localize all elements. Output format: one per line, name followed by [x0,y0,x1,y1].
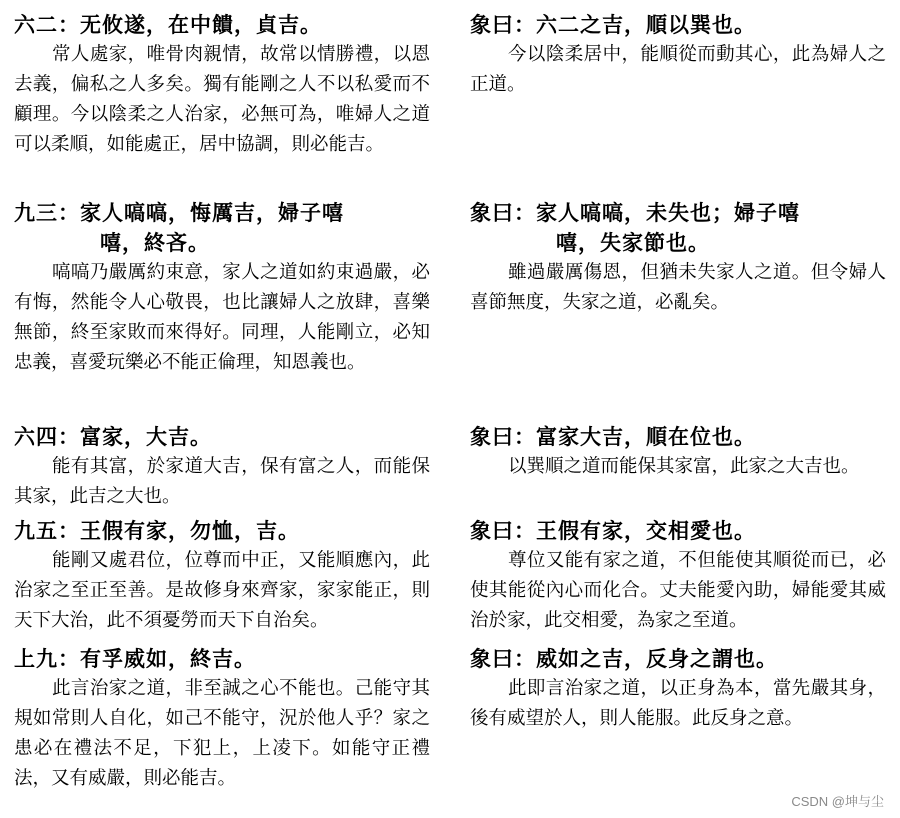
heading-continuation: 嘻，終吝。 [100,230,210,255]
line-heading [14,10,430,40]
xiang-heading [470,644,886,674]
section-xiang-shang-jiu [470,644,886,734]
xiang-heading [470,422,886,452]
xiang-heading [470,516,886,546]
commentary-text: 以巽順之道而能保其家富，此家之大吉也。 [508,456,860,477]
heading-text: 上九：有孚威如，終吉。 [14,646,256,671]
section-liu-si [14,422,430,512]
commentary-text: 能有其富，於家道大吉，保有富之人，而能保其家，此吉之大也。 [14,456,430,507]
xiang-heading [470,10,886,40]
heading-text: 象曰：富家大吉，順在位也。 [470,424,756,449]
section-xiang-jiu-san [470,198,886,318]
commentary-text: 嗃嗃乃嚴厲約束意，家人之道如約束過嚴，必有悔，然能令人心敬畏，也比讓婦人之放肆，喜樂無節，終至家敗而來得好。同理，人能剛立，必知忠義，喜愛玩樂必不能正倫理，知恩義也。 [14,262,430,373]
line-heading [14,422,430,452]
section-xiang-jiu-wu [470,516,886,636]
commentary-text: 雖過嚴厲傷恩，但猶未失家人之道。但令婦人喜節無度，失家之道，必亂矣。 [470,262,886,313]
commentary-text: 今以陰柔居中，能順從而動其心，此為婦人之正道。 [470,44,886,95]
heading-text: 九五：王假有家，勿恤，吉。 [14,518,300,543]
csdn-watermark: CSDN @坤与尘 [791,794,884,809]
heading-text: 象曰：王假有家，交相愛也。 [470,518,756,543]
section-liu-er [14,10,430,160]
heading-text: 六二：无攸遂，在中饋，貞吉。 [14,12,322,37]
line-heading [14,198,430,258]
heading-continuation: 嘻，失家節也。 [556,230,710,255]
line-heading [14,516,430,546]
section-jiu-san [14,198,430,378]
section-xiang-liu-si [470,422,886,482]
heading-text: 象曰：威如之吉，反身之謂也。 [470,646,778,671]
heading-text: 象曰：六二之吉，順以巽也。 [470,12,756,37]
section-xiang-liu-er [470,10,886,100]
commentary-text: 能剛又處君位，位尊而中正，又能順應內，此治家之至正至善。是故修身來齊家，家家能正，則天下大治，此不須憂勞而天下自治矣。 [14,550,430,631]
commentary-text: 此即言治家之道，以正身為本，當先嚴其身，後有威望於人，則人能服。此反身之意。 [470,678,886,729]
xiang-heading [470,198,886,258]
commentary-text: 常人處家，唯骨肉親情，故常以情勝禮，以恩去義，偏私之人多矣。獨有能剛之人不以私愛而不顧理。今以陰柔之人治家，必無可為，唯婦人之道可以柔順，如能處正，居中協調，則必能吉。 [14,44,430,155]
heading-text: 六四：富家，大吉。 [14,424,212,449]
commentary-text: 尊位又能有家之道，不但能使其順從而已，必使其能從內心而化合。丈夫能愛內助，婦能愛其威治於家，此交相愛，為家之至道。 [470,550,886,631]
heading-text: 九三：家人嗃嗃，悔厲吉，婦子嘻 [14,200,344,225]
line-heading [14,644,430,674]
commentary-text: 此言治家之道，非至誠之心不能也。己能守其規如常則人自化，如己不能守，況於他人乎？家之患必在禮法不足，下犯上，上凌下。如能守正禮法，又有威嚴，則必能吉。 [14,678,430,789]
section-shang-jiu [14,644,430,794]
heading-text: 象曰：家人嗃嗃，未失也；婦子嘻 [470,200,800,225]
section-jiu-wu [14,516,430,636]
